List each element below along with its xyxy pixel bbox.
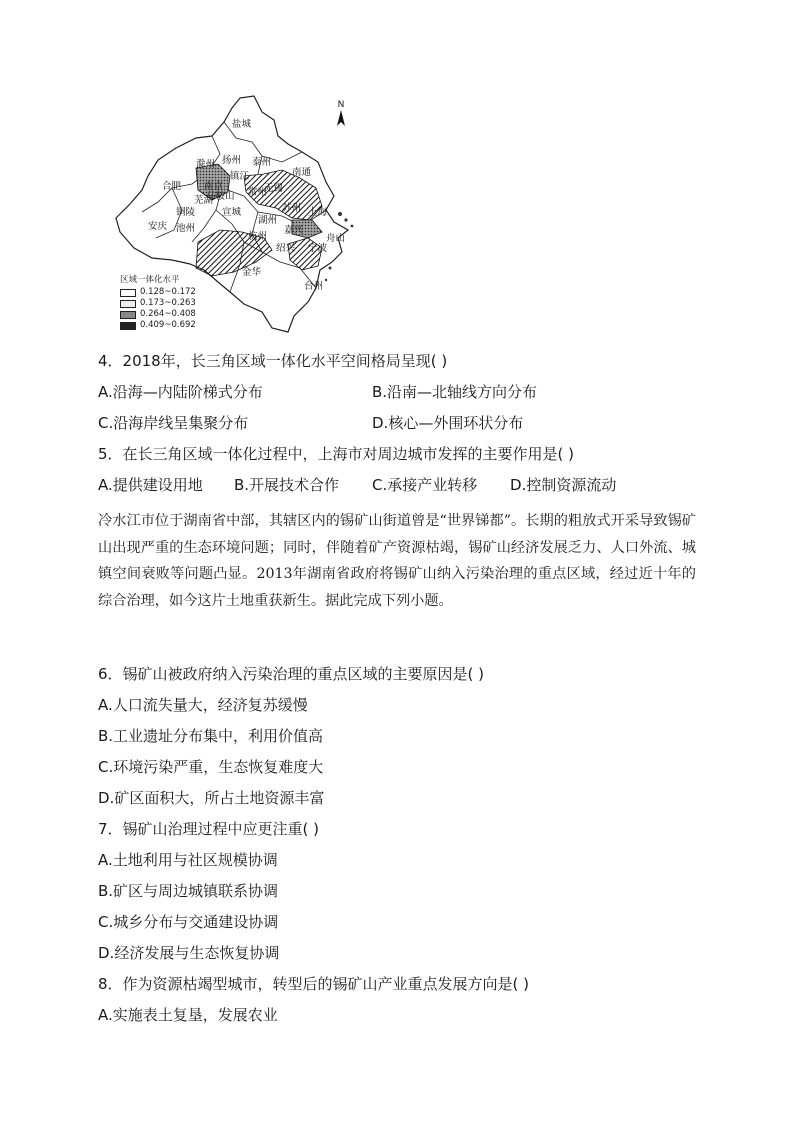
legend-item: 0.264~0.408 bbox=[120, 309, 196, 320]
legend-item: 0.173~0.263 bbox=[120, 298, 196, 309]
city-label: 南京 bbox=[204, 181, 224, 192]
city-label: 南通 bbox=[292, 167, 312, 178]
city-label: 铜陵 bbox=[176, 207, 196, 218]
passage-text: 冷水江市位于湖南省中部，其辖区内的锡矿山街道曾是“世界锑都”。长期的粗放式开采导致锡矿山出现严重的生态环境问题；同时，伴随着矿产资源枯竭，锡矿山经济发展乏力、人口外流、城镇空间衰败等问题凸显。2013年湖南省政府将锡矿山纳入污染治理的重点区域，经过近十年的综合治理，如今这片土地重获新生。据此完成下列小题。 bbox=[98, 513, 696, 609]
city-label: 绍兴 bbox=[276, 243, 296, 254]
city-label: 杭州 bbox=[248, 231, 268, 242]
q5-option-c[interactable]: C.承接产业转移 bbox=[372, 476, 478, 494]
q4-option-a[interactable]: A.沿海—内陆阶梯式分布 bbox=[98, 383, 263, 401]
city-label: 嘉兴 bbox=[284, 225, 304, 236]
city-label: 镇江 bbox=[230, 171, 250, 182]
q7-option-c[interactable]: C.城乡分布与交通建设协调 bbox=[98, 913, 279, 931]
q7-option-b[interactable]: B.矿区与周边城镇联系协调 bbox=[98, 882, 279, 900]
city-label: 宁波 bbox=[308, 243, 328, 254]
q5-option-d[interactable]: D.控制资源流动 bbox=[510, 476, 617, 494]
q6-option-b[interactable]: B.工业遗址分布集中，利用价值高 bbox=[98, 727, 324, 745]
q6-option-c[interactable]: C.环境污染严重，生态恢复难度大 bbox=[98, 758, 324, 776]
city-label: 马鞍山 bbox=[206, 191, 235, 202]
city-label: 盐城 bbox=[232, 119, 252, 130]
question-4-stem: 4．2018年，长三角区域一体化水平空间格局呈现( ) bbox=[98, 352, 448, 370]
q4-option-c[interactable]: C.沿海岸线呈集聚分布 bbox=[98, 414, 249, 432]
q5-option-b[interactable]: B.开展技术合作 bbox=[234, 476, 340, 494]
north-arrow-label: N bbox=[337, 100, 345, 110]
city-label: 苏州 bbox=[282, 203, 302, 214]
city-label: 宣城 bbox=[222, 207, 242, 218]
city-label: 合肥 bbox=[162, 181, 182, 192]
question-6-stem: 6．锡矿山被政府纳入污染治理的重点区域的主要原因是( ) bbox=[98, 665, 485, 683]
city-label: 台州 bbox=[304, 281, 324, 292]
q5-option-a[interactable]: A.提供建设用地 bbox=[98, 476, 203, 494]
city-label: 扬州 bbox=[222, 155, 242, 166]
q8-option-a[interactable]: A.实施表土复垦，发展农业 bbox=[98, 1006, 278, 1024]
q6-option-d[interactable]: D.矿区面积大，所占土地资源丰富 bbox=[98, 789, 325, 807]
question-7-stem: 7．锡矿山治理过程中应更注重( ) bbox=[98, 820, 320, 838]
city-label: 池州 bbox=[176, 223, 196, 234]
yangtze-delta-map bbox=[112, 92, 362, 338]
city-label: 芜湖 bbox=[194, 195, 214, 206]
city-label: 上海 bbox=[308, 207, 328, 218]
legend-item: 0.409~0.692 bbox=[120, 320, 196, 331]
city-label: 舟山 bbox=[326, 233, 346, 244]
q6-option-a[interactable]: A.人口流失量大，经济复苏缓慢 bbox=[98, 696, 308, 714]
question-8-stem: 8．作为资源枯竭型城市，转型后的锡矿山产业重点发展方向是( ) bbox=[98, 975, 530, 993]
legend-title: 区域一体化水平 bbox=[120, 275, 180, 285]
city-label: 无锡 bbox=[264, 183, 284, 194]
map-legend bbox=[120, 275, 196, 331]
q7-option-d[interactable]: D.经济发展与生态恢复协调 bbox=[98, 944, 280, 962]
city-label: 湖州 bbox=[258, 215, 278, 226]
city-label: 金华 bbox=[242, 267, 262, 278]
city-label: 常州 bbox=[248, 187, 268, 198]
q7-option-a[interactable]: A.土地利用与社区规模协调 bbox=[98, 851, 278, 869]
q4-option-d[interactable]: D.核心—外围环状分布 bbox=[372, 414, 524, 432]
legend-item: 0.128~0.172 bbox=[120, 287, 196, 298]
q4-option-b[interactable]: B.沿南—北轴线方向分布 bbox=[372, 383, 538, 401]
city-label: 泰州 bbox=[252, 157, 272, 168]
city-label: 安庆 bbox=[148, 221, 168, 232]
reading-passage bbox=[98, 508, 696, 614]
city-label: 滁州 bbox=[196, 159, 216, 170]
question-5-stem: 5．在长三角区域一体化过程中，上海市对周边城市发挥的主要作用是( ) bbox=[98, 445, 575, 463]
